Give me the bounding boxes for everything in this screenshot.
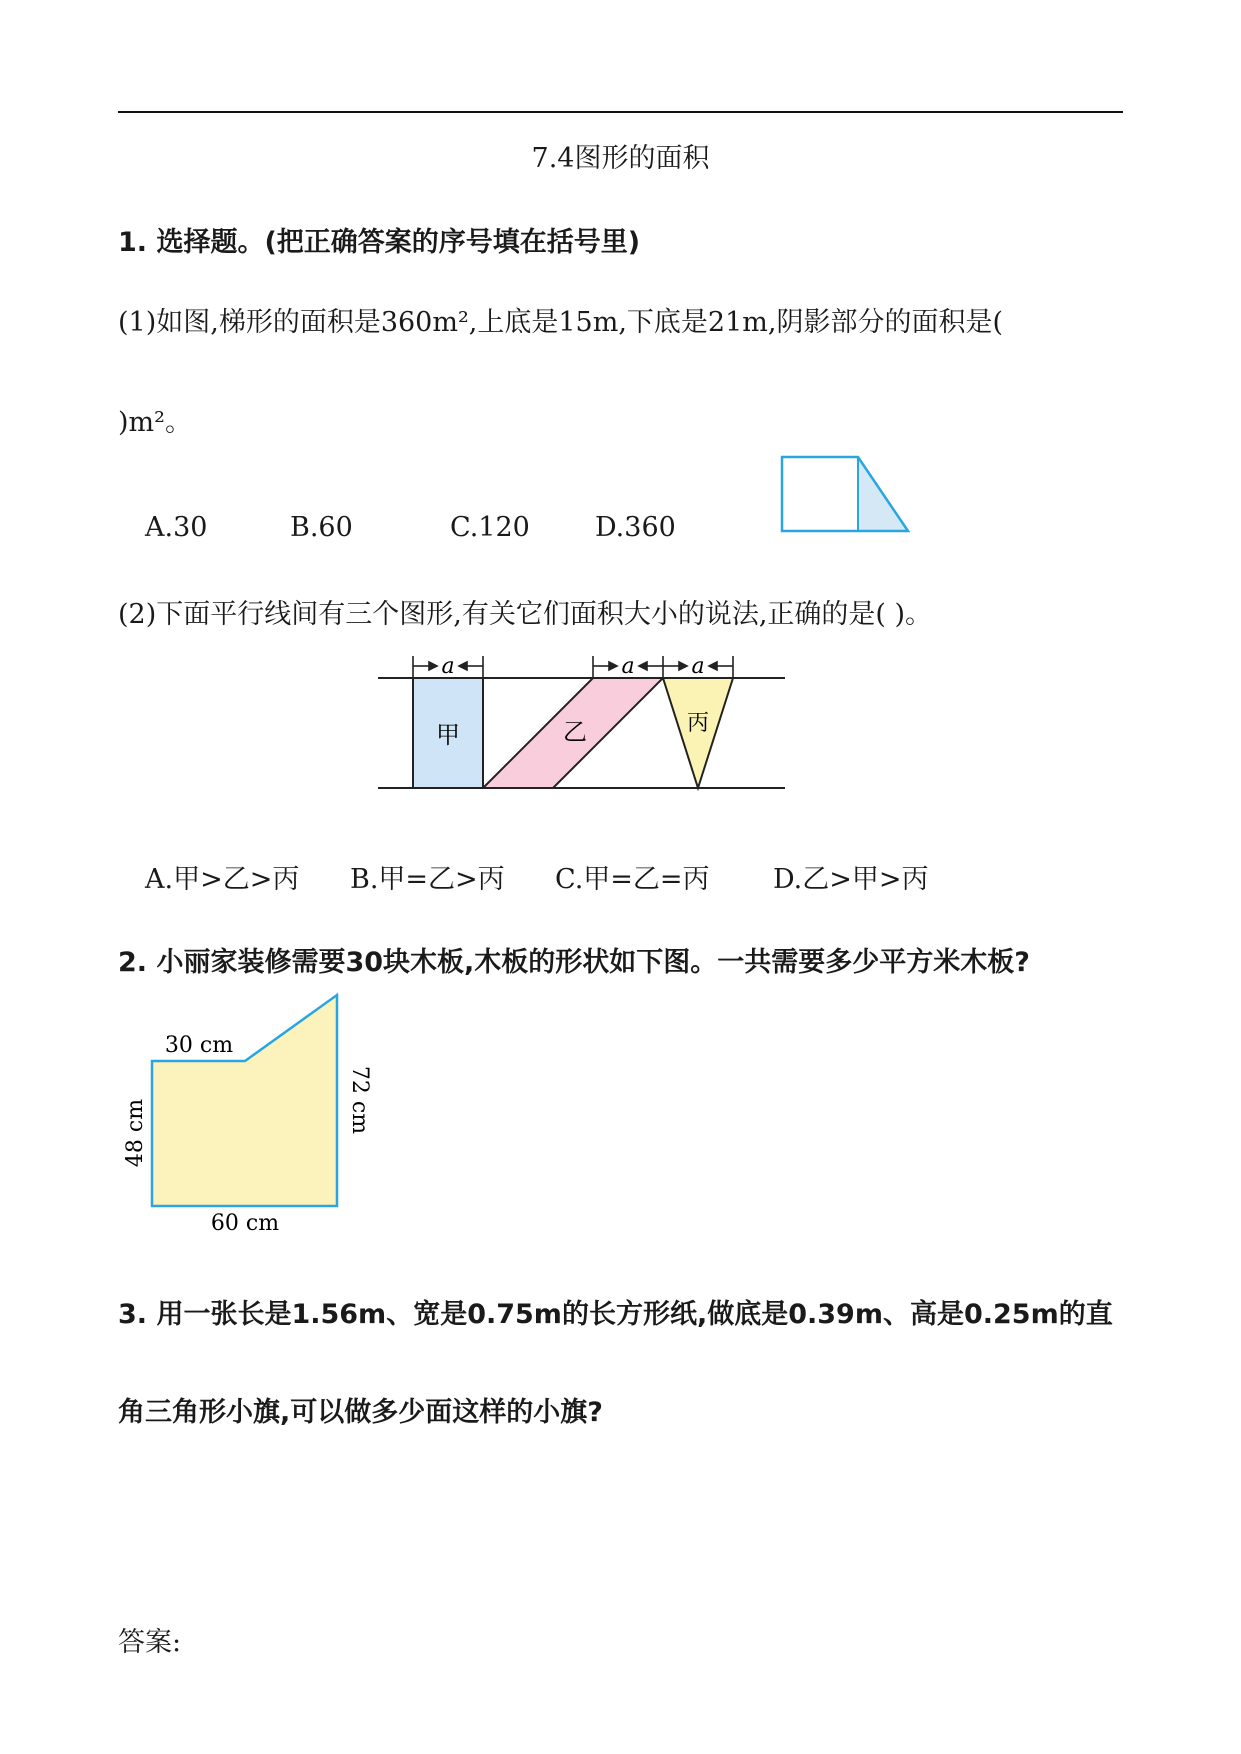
dimension-markers [413,656,733,678]
q1-option-a: A.30 [145,512,208,543]
trapezoid-figure [780,455,915,535]
q1-option-b: B.60 [290,512,353,543]
q2-option-c: C.甲=乙=丙 [555,864,710,895]
parallel-lines-figure [375,648,790,798]
q1-text-line1: (1)如图,梯形的面积是360m²,上底是15m,下底是21m,阴影部分的面积是( [118,307,1003,338]
q2-option-d: D.乙>甲>丙 [773,864,929,895]
dimension-label-a-3: a [691,654,705,679]
board-label-60cm: 60 cm [210,1211,280,1236]
board-label-48cm: 48 cm [123,1098,148,1168]
dimension-label-a-1: a [441,654,455,679]
page-title: 7.4图形的面积 [531,143,710,174]
section3-line2: 角三角形小旗,可以做多少面这样的小旗? [118,1397,603,1428]
q2-option-a: A.甲>乙>丙 [145,864,300,895]
section2-heading: 2. 小丽家装修需要30块木板,木板的形状如下图。一共需要多少平方米木板? [118,947,1030,978]
answer-label: 答案: [118,1627,182,1658]
board-shape [152,995,337,1206]
label-jia: 甲 [436,721,460,749]
q1-text-line2: )m²。 [118,407,192,438]
label-yi: 乙 [563,718,587,746]
board-label-30cm: 30 cm [164,1033,234,1058]
top-rule [118,111,1123,113]
q1-option-c: C.120 [450,512,530,543]
section3-line1: 3. 用一张长是1.56m、宽是0.75m的长方形纸,做底是0.39m、高是0.25m的直 [118,1299,1113,1330]
q2-text: (2)下面平行线间有三个图形,有关它们面积大小的说法,正确的是( )。 [118,599,933,630]
q1-option-d: D.360 [595,512,676,543]
label-bing: 丙 [686,711,710,736]
board-figure [115,990,385,1240]
section1-heading: 1. 选择题。(把正确答案的序号填在括号里) [118,227,641,258]
board-label-72cm: 72 cm [347,1065,372,1135]
dimension-label-a-2: a [621,654,635,679]
q2-option-b: B.甲=乙>丙 [350,864,505,895]
